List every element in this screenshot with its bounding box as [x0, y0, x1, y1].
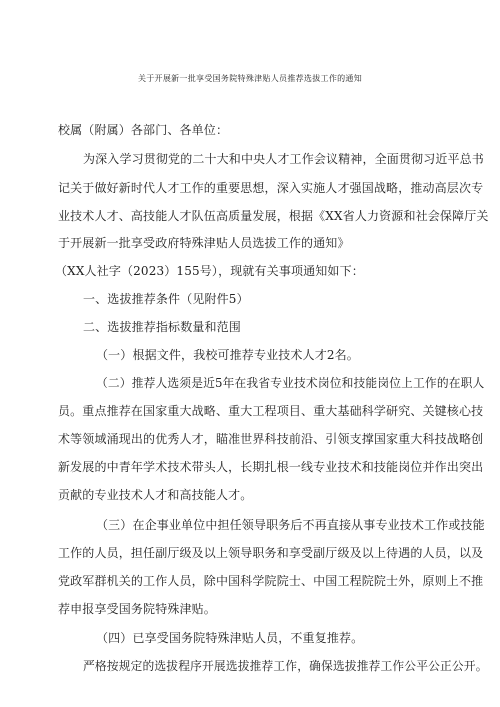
intro-line-5: （XX人社字（2023）155号），现就有关事项通知如下： — [55, 264, 364, 278]
intro-line-3: 业技术人才、高技能人才队伍高质量发展，根据《XX省人力资源和社会保障厅关 — [58, 209, 489, 223]
intro-line-4: 于开展新一批享受政府特殊津贴人员选拔工作的通知》 — [58, 236, 350, 250]
section-2-heading: 二、选拔推荐指标数量和范围 — [83, 320, 241, 334]
document-title: 关于开展新一批享受国务院特殊津贴人员推荐选拔工作的通知 — [137, 74, 363, 83]
item-2-line-3: 术等领域涌现出的优秀人才，瞄准世界科技前沿、引领支撑国家重大科技战略创 — [58, 432, 484, 446]
item-2-line-4: 新发展的中青年学术技术带头人，长期扎根一线专业技术和技能岗位并作出突出 — [58, 460, 484, 474]
item-3-line-2: 工作的人员，担任副厅级及以上领导职务和享受副厅级及以上待遇的人员，以及 — [58, 546, 484, 560]
item-3-line-4: 荐申报享受国务院特殊津贴。 — [58, 602, 216, 616]
closing-paragraph: 严格按规定的选拔程序开展选拔推荐工作，确保选拔推荐工作公平公正公开。 — [83, 659, 488, 673]
item-3-line-3: 党政军群机关的工作人员，除中国科学院院士、中国工程院院士外，原则上不推 — [58, 574, 484, 588]
intro-line-1: 为深入学习贯彻党的二十大和中央人才工作会议精神，全面贯彻习近平总书 — [83, 152, 484, 166]
salutation: 校属（附属）各部门、各单位： — [58, 123, 229, 137]
item-2-line-1: （二）推荐人选须是近5年在我省专业技术岗位和技能岗位上工作的在职人 — [96, 376, 485, 390]
intro-line-2: 记关于做好新时代人才工作的重要思想，深入实施人才强国战略，推动高层次专 — [58, 181, 484, 195]
section-1-heading: 一、选拔推荐条件（见附件5） — [83, 292, 249, 306]
item-1: （一）根据文件，我校可推荐专业技术人才2名。 — [96, 348, 359, 362]
item-2-line-5: 贡献的专业技术人才和高技能人才。 — [58, 488, 253, 502]
item-4: （四）已享受国务院特殊津贴人员，不重复推荐。 — [96, 631, 364, 645]
item-3-line-1: （三）在企事业单位中担任领导职务后不再直接从事专业技术工作或技能 — [96, 518, 485, 532]
item-2-line-2: 员。重点推荐在国家重大战略、重大工程项目、重大基础科学研究、关键核心技 — [58, 404, 484, 418]
